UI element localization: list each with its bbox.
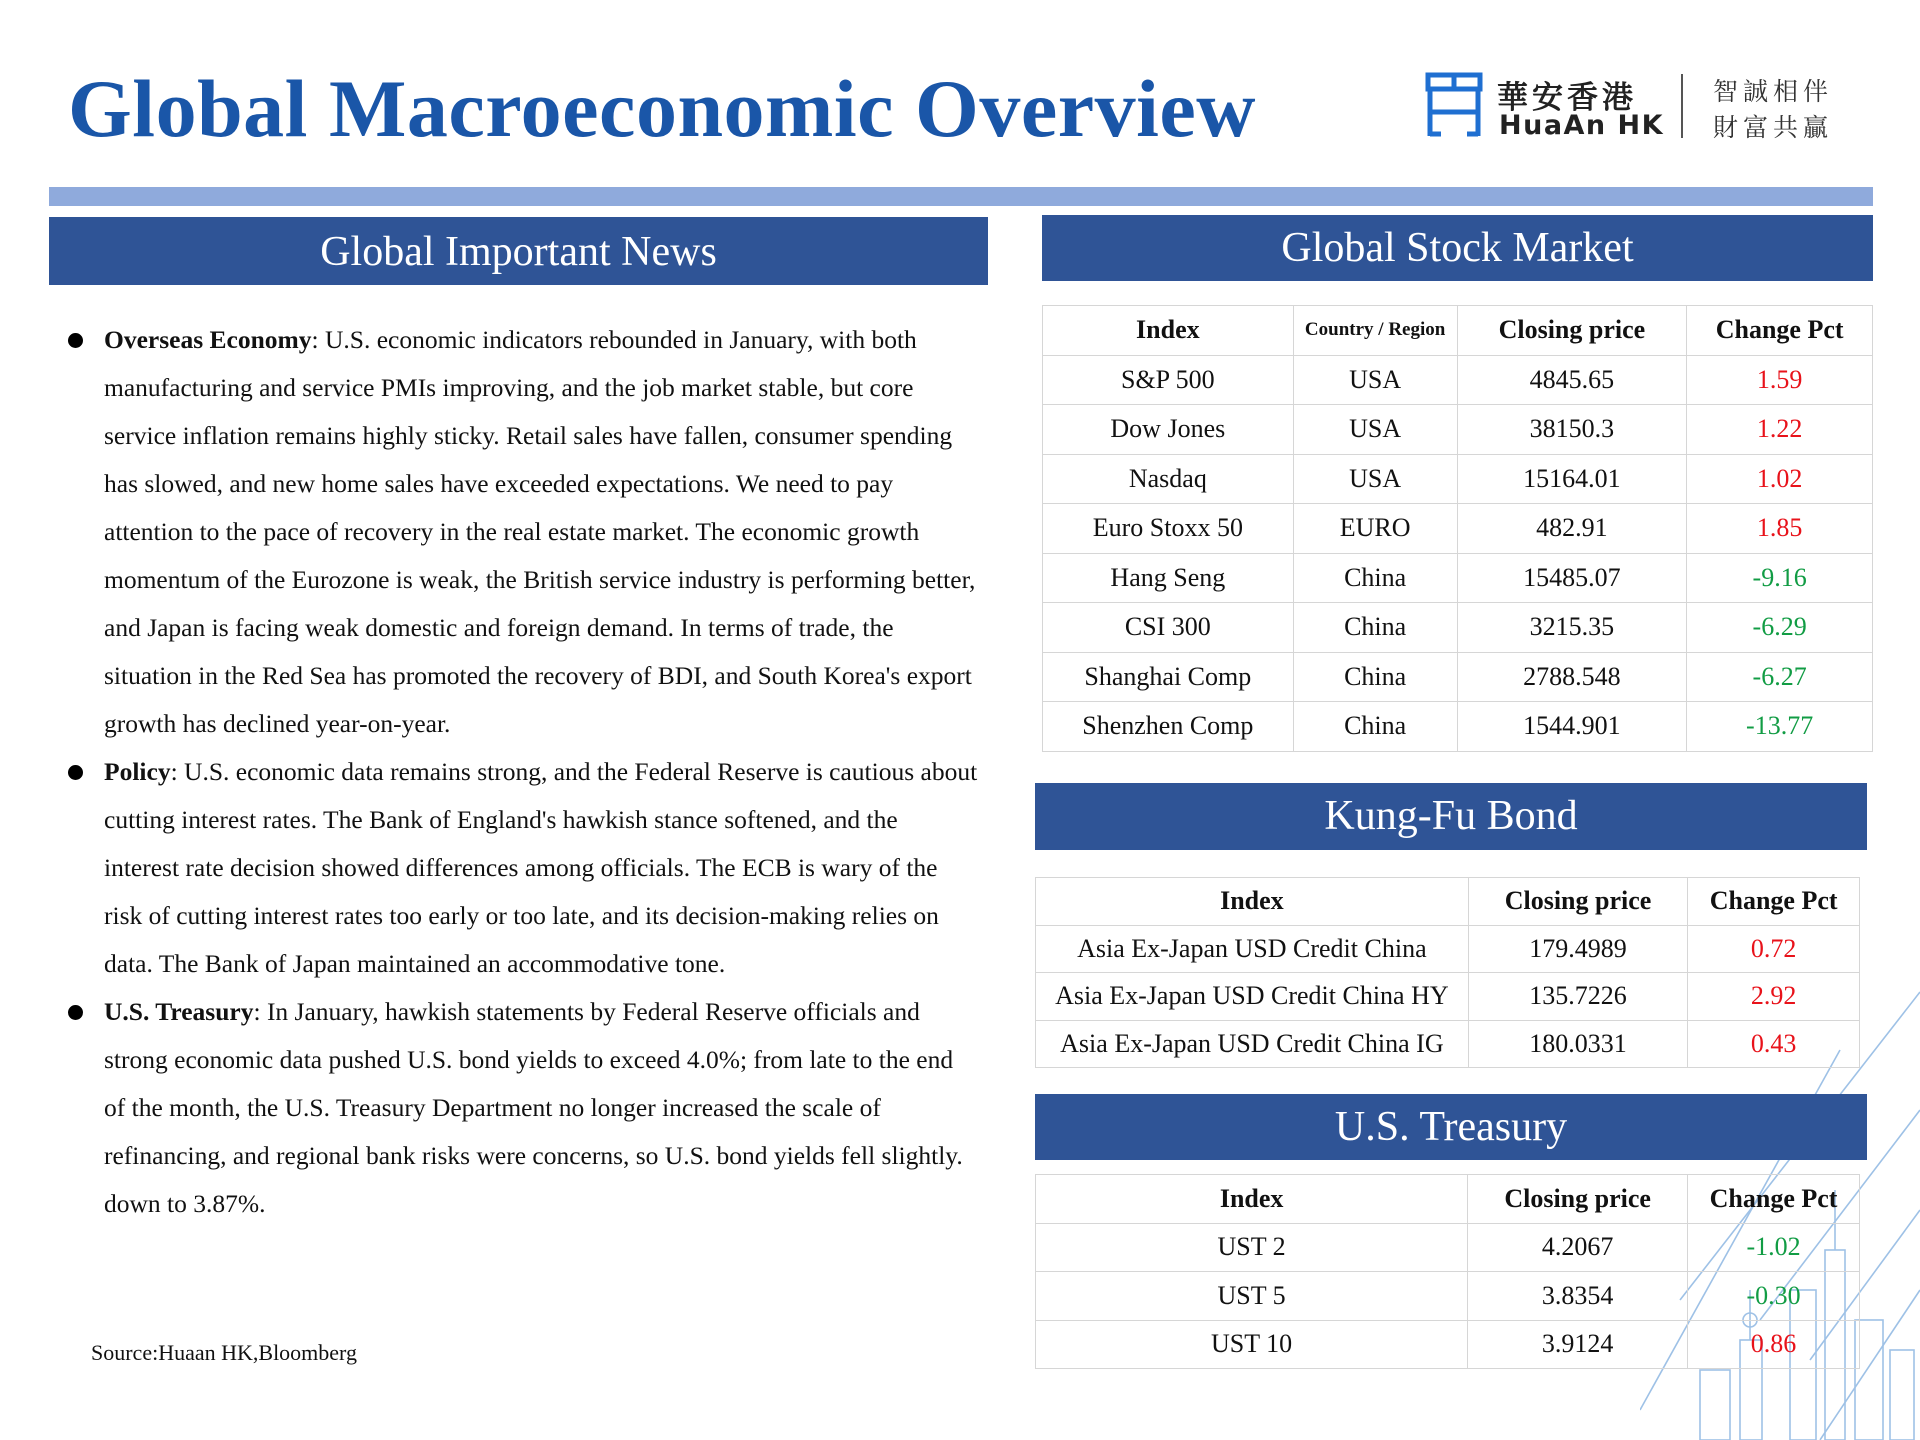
change-pct: 1.22	[1687, 405, 1873, 455]
header-rule	[49, 187, 1873, 206]
change-pct: 1.59	[1687, 355, 1873, 405]
closing-price: 1544.901	[1457, 702, 1687, 752]
table-row	[1043, 454, 1873, 504]
change-pct: -13.77	[1687, 702, 1873, 752]
table-row	[1043, 355, 1873, 405]
change-pct: -6.29	[1687, 603, 1873, 653]
table-row	[1043, 652, 1873, 702]
region: China	[1293, 553, 1457, 603]
bullet-icon	[68, 1005, 83, 1020]
news-text: : U.S. economic indicators rebounded in January, with both manufacturing and service PMIs improving, and the job market stable, but core service inflation remains highly sticky. Retail sales have fallen, consumer spending has slowed, and new home sales have exceeded expectations. We need to pay attention to the pace of recovery in the real estate market. The economic growth momentum of the Eurozone is weak, the British service industry is performing better, and Japan is facing weak domestic and foreign demand. In terms of trade, the situation in the Red Sea has promoted the recovery of BDI, and South Korea's export growth has declined year-on-year.	[104, 325, 976, 738]
region: USA	[1293, 405, 1457, 455]
closing-price: 180.0331	[1468, 1020, 1688, 1068]
news-item-us-treasury	[68, 988, 978, 1228]
closing-price: 15485.07	[1457, 553, 1687, 603]
news-text: : In January, hawkish statements by Federal Reserve officials and strong economic data pushed U.S. bond yields to exceed 4.0%; from late to the end of the month, the U.S. Treasury Department no longer increased the scale of refinancing, and regional bank risks were concerns, so U.S. bond yields fell slightly. down to 3.87%.	[104, 997, 963, 1218]
table-row	[1043, 553, 1873, 603]
index-name: Nasdaq	[1043, 454, 1294, 504]
index-name: CSI 300	[1043, 603, 1294, 653]
closing-price: 4.2067	[1468, 1223, 1688, 1272]
column-header: Index	[1036, 1175, 1468, 1224]
logo-slogan-line2: 財富共贏	[1713, 113, 1834, 142]
index-name: UST 2	[1036, 1223, 1468, 1272]
closing-price: 38150.3	[1457, 405, 1687, 455]
change-pct: 1.02	[1687, 454, 1873, 504]
index-name: Asia Ex-Japan USD Credit China HY	[1036, 973, 1469, 1021]
region: USA	[1293, 454, 1457, 504]
table-header-row	[1036, 1175, 1860, 1224]
huaan-logo-icon	[1425, 72, 1483, 138]
column-header: Closing price	[1468, 878, 1688, 926]
region: China	[1293, 702, 1457, 752]
index-name: Asia Ex-Japan USD Credit China	[1036, 925, 1469, 973]
table-row	[1036, 1020, 1860, 1068]
news-label: Policy	[104, 757, 171, 786]
closing-price: 4845.65	[1457, 355, 1687, 405]
index-name: Shanghai Comp	[1043, 652, 1294, 702]
index-name: Asia Ex-Japan USD Credit China IG	[1036, 1020, 1469, 1068]
index-name: Shenzhen Comp	[1043, 702, 1294, 752]
closing-price: 135.7226	[1468, 973, 1688, 1021]
table-row	[1043, 603, 1873, 653]
index-name: Euro Stoxx 50	[1043, 504, 1294, 554]
news-item-overseas-economy	[68, 316, 978, 748]
table-row	[1036, 925, 1860, 973]
logo-slogan-line1: 智誠相伴	[1713, 77, 1834, 106]
index-name: UST 10	[1036, 1320, 1468, 1369]
column-header: Index	[1036, 878, 1469, 926]
closing-price: 2788.548	[1457, 652, 1687, 702]
change-pct: -6.27	[1687, 652, 1873, 702]
region: China	[1293, 652, 1457, 702]
logo-divider	[1681, 74, 1683, 138]
change-pct: -0.30	[1688, 1272, 1860, 1321]
source-note: Source:Huaan HK,Bloomberg	[91, 1340, 357, 1365]
company-logo	[1425, 70, 1845, 146]
column-header: Closing price	[1457, 306, 1687, 356]
change-pct: 0.72	[1688, 925, 1860, 973]
column-header: Change Pct	[1688, 878, 1860, 926]
closing-price: 179.4989	[1468, 925, 1688, 973]
index-name: Hang Seng	[1043, 553, 1294, 603]
table-row	[1043, 504, 1873, 554]
table-header-row	[1036, 878, 1860, 926]
change-pct: 1.85	[1687, 504, 1873, 554]
news-item-policy	[68, 748, 978, 988]
column-header: Change Pct	[1688, 1175, 1860, 1224]
change-pct: 2.92	[1688, 973, 1860, 1021]
closing-price: 3.9124	[1468, 1320, 1688, 1369]
bond-section-header: Kung-Fu Bond	[1035, 783, 1867, 850]
bullet-icon	[68, 333, 83, 348]
table-row	[1036, 1320, 1860, 1369]
index-name: UST 5	[1036, 1272, 1468, 1321]
column-header: Index	[1043, 306, 1294, 356]
column-header: Closing price	[1468, 1175, 1688, 1224]
change-pct: 0.43	[1688, 1020, 1860, 1068]
news-section-header: Global Important News	[49, 217, 988, 285]
column-header: Change Pct	[1687, 306, 1873, 356]
table-row	[1036, 1272, 1860, 1321]
column-header: Country / Region	[1293, 306, 1457, 356]
index-name: Dow Jones	[1043, 405, 1294, 455]
bond-table	[1035, 877, 1860, 1068]
news-label: Overseas Economy	[104, 325, 312, 354]
region: EURO	[1293, 504, 1457, 554]
news-label: U.S. Treasury	[104, 997, 254, 1026]
bullet-icon	[68, 765, 83, 780]
logo-name-cn: 華安香港	[1497, 80, 1637, 116]
change-pct: -9.16	[1687, 553, 1873, 603]
treasury-table	[1035, 1174, 1860, 1369]
table-header-row	[1043, 306, 1873, 356]
change-pct: 0.86	[1688, 1320, 1860, 1369]
logo-name-en: HuaAn HK	[1499, 110, 1665, 141]
table-row	[1043, 405, 1873, 455]
region: USA	[1293, 355, 1457, 405]
treasury-section-header: U.S. Treasury	[1035, 1094, 1867, 1160]
table-row	[1036, 1223, 1860, 1272]
change-pct: -1.02	[1688, 1223, 1860, 1272]
table-row	[1036, 973, 1860, 1021]
news-text: : U.S. economic data remains strong, and the Federal Reserve is cautious about cutting interest rates. The Bank of England's hawkish stance softened, and the interest rate decision showed differences among officials. The ECB is wary of the risk of cutting interest rates too early or too late, and its decision-making relies on data. The Bank of Japan maintained an accommodative tone.	[104, 757, 978, 978]
closing-price: 3215.35	[1457, 603, 1687, 653]
table-row	[1043, 702, 1873, 752]
stock-section-header: Global Stock Market	[1042, 215, 1873, 281]
closing-price: 15164.01	[1457, 454, 1687, 504]
page-title: Global Macroeconomic Overview	[68, 63, 1257, 154]
stock-table	[1042, 305, 1873, 752]
news-list	[68, 316, 978, 1228]
closing-price: 482.91	[1457, 504, 1687, 554]
index-name: S&P 500	[1043, 355, 1294, 405]
region: China	[1293, 603, 1457, 653]
closing-price: 3.8354	[1468, 1272, 1688, 1321]
